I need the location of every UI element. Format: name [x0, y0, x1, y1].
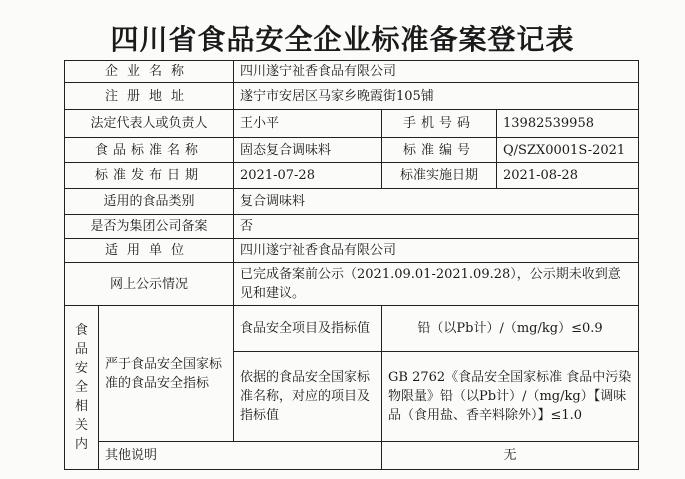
std-no-value: Q/SZX0001S-2021: [497, 138, 639, 163]
food-category-value: 复合调味料: [234, 189, 639, 215]
table-row: [65, 442, 639, 470]
basis-value: GB 2762《食品安全国家标准 食品中污染物限量》铅（以Pb计）/（mg/kg）【调味品（食用盐、香辛料除外）】≤1.0: [382, 352, 639, 442]
group-filing-label: 是否为集团公司备案: [65, 215, 234, 239]
public-notice-label: 网上公示情况: [65, 263, 234, 306]
table-row: [65, 83, 639, 110]
company-name-label: 企业名称: [65, 61, 234, 83]
std-no-label: 标准编号: [382, 138, 497, 163]
std-name-value: 固态复合调味料: [234, 138, 382, 163]
public-notice-value: 已完成备案前公示（2021.09.01-2021.09.28），公示期未收到意见和建议。: [234, 263, 639, 306]
table-row: [65, 163, 639, 189]
table-row: [65, 189, 639, 215]
other-value: 无: [382, 442, 639, 470]
applicable-unit-label: 适用单位: [65, 239, 234, 263]
table-row: [65, 215, 639, 239]
phone-value: 13982539958: [497, 110, 639, 138]
release-date-value: 2021-07-28: [234, 163, 382, 189]
group-filing-value: 否: [234, 215, 639, 239]
legal-rep-value: 王小平: [234, 110, 382, 138]
address-label: 注册地址: [65, 83, 234, 110]
item-value: 铅（以Pb计）/（mg/kg）≤0.9: [382, 306, 639, 352]
impl-date-label: 标准实施日期: [382, 163, 497, 189]
table-row: [65, 239, 639, 263]
section-side-label: 食 品 安 全 相 关 内: [65, 306, 99, 470]
table-row: [65, 138, 639, 163]
table-row: [65, 61, 639, 83]
release-date-label: 标准发布日期: [65, 163, 234, 189]
std-name-label: 食品标准名称: [65, 138, 234, 163]
basis-label: 依据的食品安全国家标准名称，对应的项目及指标值: [234, 352, 382, 442]
table-row: [65, 110, 639, 138]
legal-rep-label: 法定代表人或负责人: [65, 110, 234, 138]
phone-label: 手机号码: [382, 110, 497, 138]
company-name-value: 四川遂宁祉香食品有限公司: [234, 61, 639, 83]
stricter-indicators-label: 严于食品安全国家标准的食品安全指标: [99, 306, 234, 442]
registration-table: [64, 60, 639, 470]
other-label: 其他说明: [99, 442, 382, 470]
impl-date-value: 2021-08-28: [497, 163, 639, 189]
table-row: [65, 263, 639, 306]
page-title: 四川省食品安全企业标准备案登记表: [110, 23, 575, 56]
item-label: 食品安全项目及指标值: [234, 306, 382, 352]
applicable-unit-value: 四川遂宁祉香食品有限公司: [234, 239, 639, 263]
address-value: 遂宁市安居区马家乡晚霞街105铺: [234, 83, 639, 110]
food-category-label: 适用的食品类别: [65, 189, 234, 215]
table-row: [65, 306, 639, 352]
